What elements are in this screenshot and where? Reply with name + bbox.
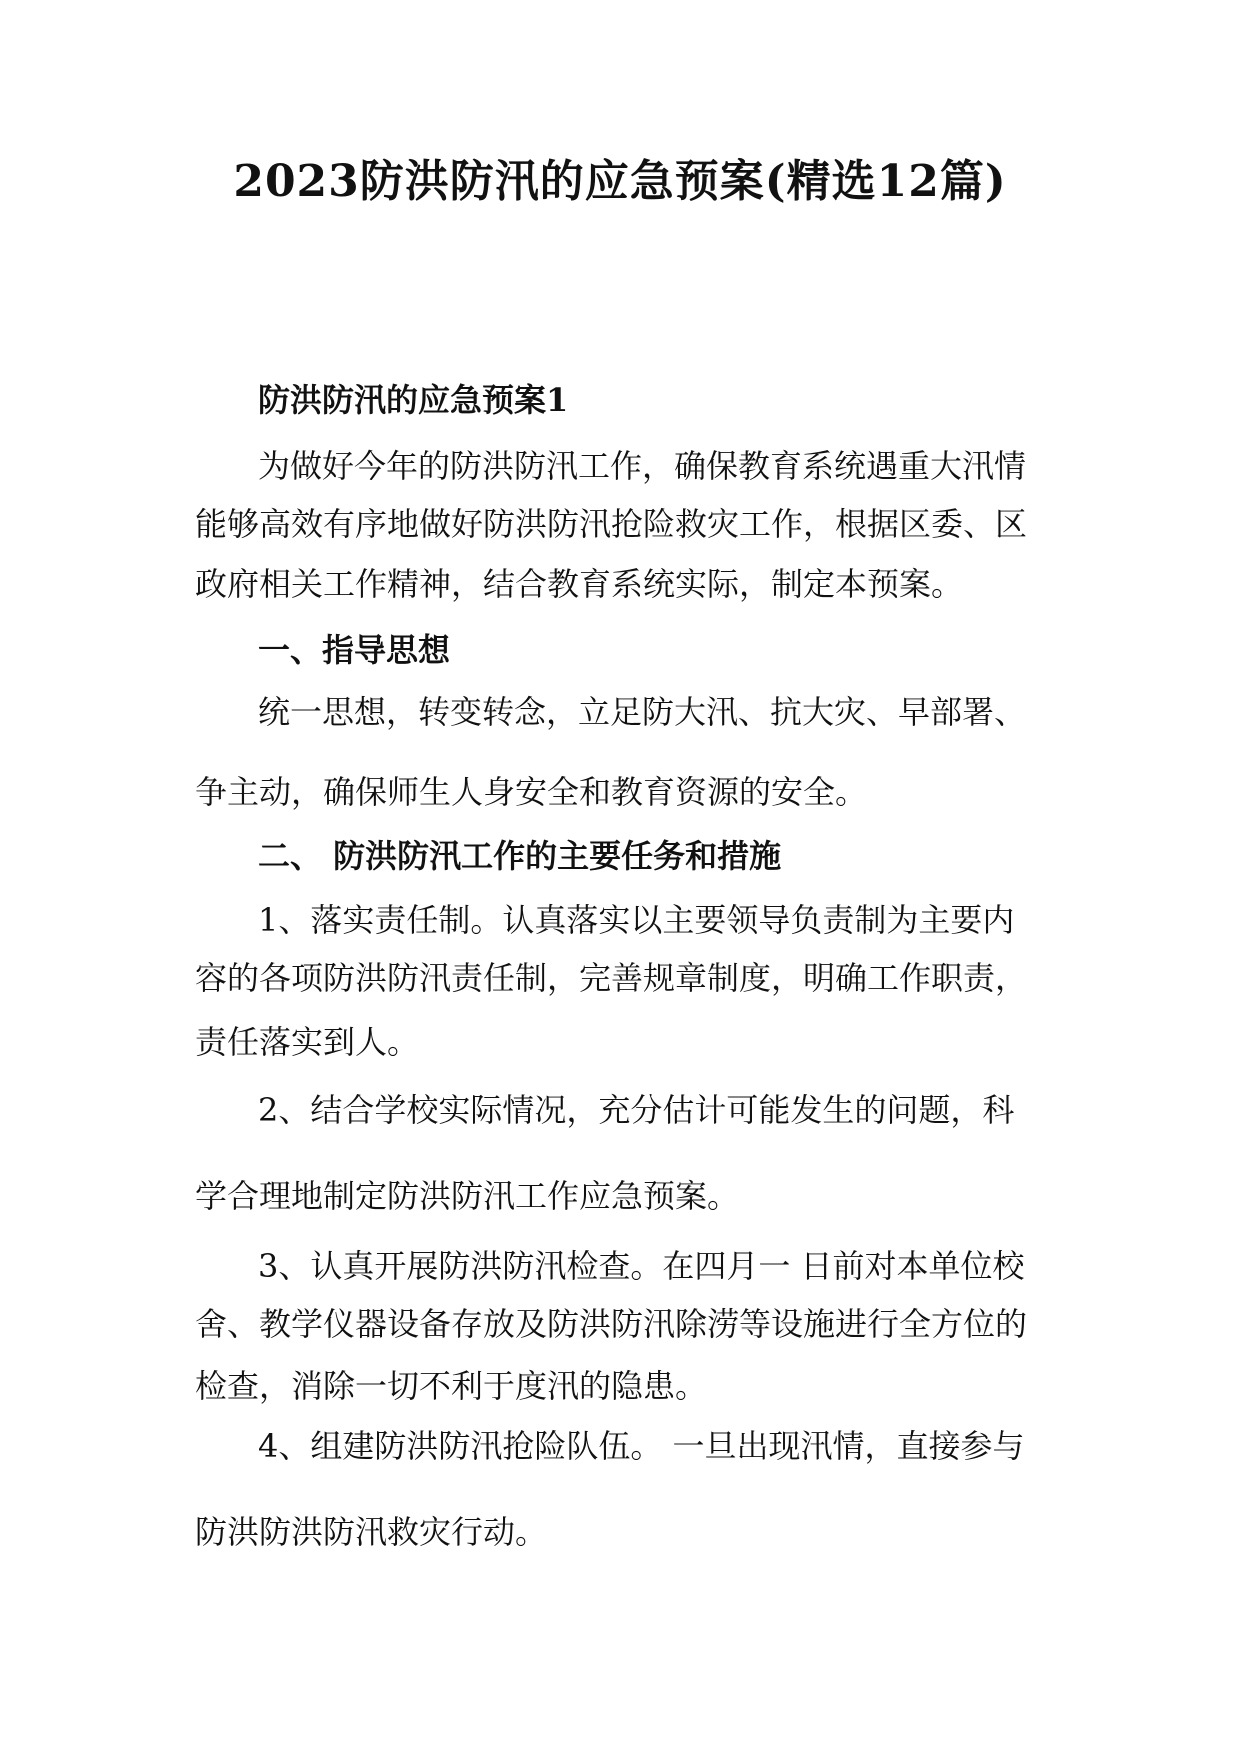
section-heading: 防洪防汛的应急预案1 [258, 381, 569, 419]
paragraph-line: 责任落实到人。 [195, 1023, 420, 1061]
paragraph-line: 防洪防洪防汛救灾行动。 [195, 1513, 548, 1551]
paragraph-line: 能够高效有序地做好防洪防汛抢险救灾工作，根据区委、区 [195, 505, 1028, 543]
paragraph-line: 学合理地制定防洪防汛工作应急预案。 [195, 1177, 740, 1215]
paragraph-line: 1、落实责任制。认真落实以主要领导负责制为主要内 [258, 901, 1015, 939]
paragraph-line: 4、组建防洪防汛抢险队伍。 一旦出现汛情，直接参与 [258, 1427, 1025, 1465]
document-title: 2023防洪防汛的应急预案(精选12篇) [233, 156, 1007, 207]
paragraph-line: 3、认真开展防洪防汛检查。在四月一 日前对本单位校 [258, 1247, 1025, 1285]
paragraph-line: 容的各项防洪防汛责任制，完善规章制度，明确工作职责， [195, 959, 1028, 997]
paragraph-line: 为做好今年的防洪防汛工作，确保教育系统遇重大汛情 [258, 447, 1027, 485]
subheading-main-tasks: 二、 防洪防汛工作的主要任务和措施 [258, 837, 782, 875]
paragraph-line: 舍、教学仪器设备存放及防洪防汛除涝等设施进行全方位的 [195, 1305, 1028, 1343]
subheading-guiding-thought: 一、指导思想 [258, 631, 451, 669]
paragraph-line: 检查，消除一切不利于度汛的隐患。 [195, 1367, 708, 1405]
paragraph-line: 2、结合学校实际情况，充分估计可能发生的问题，科 [258, 1091, 1015, 1129]
paragraph-line: 统一思想，转变转念，立足防大汛、抗大灾、早部署、 [258, 693, 1027, 731]
paragraph-line: 政府相关工作精神，结合教育系统实际，制定本预案。 [195, 565, 964, 603]
paragraph-line: 争主动，确保师生人身安全和教育资源的安全。 [195, 773, 868, 811]
